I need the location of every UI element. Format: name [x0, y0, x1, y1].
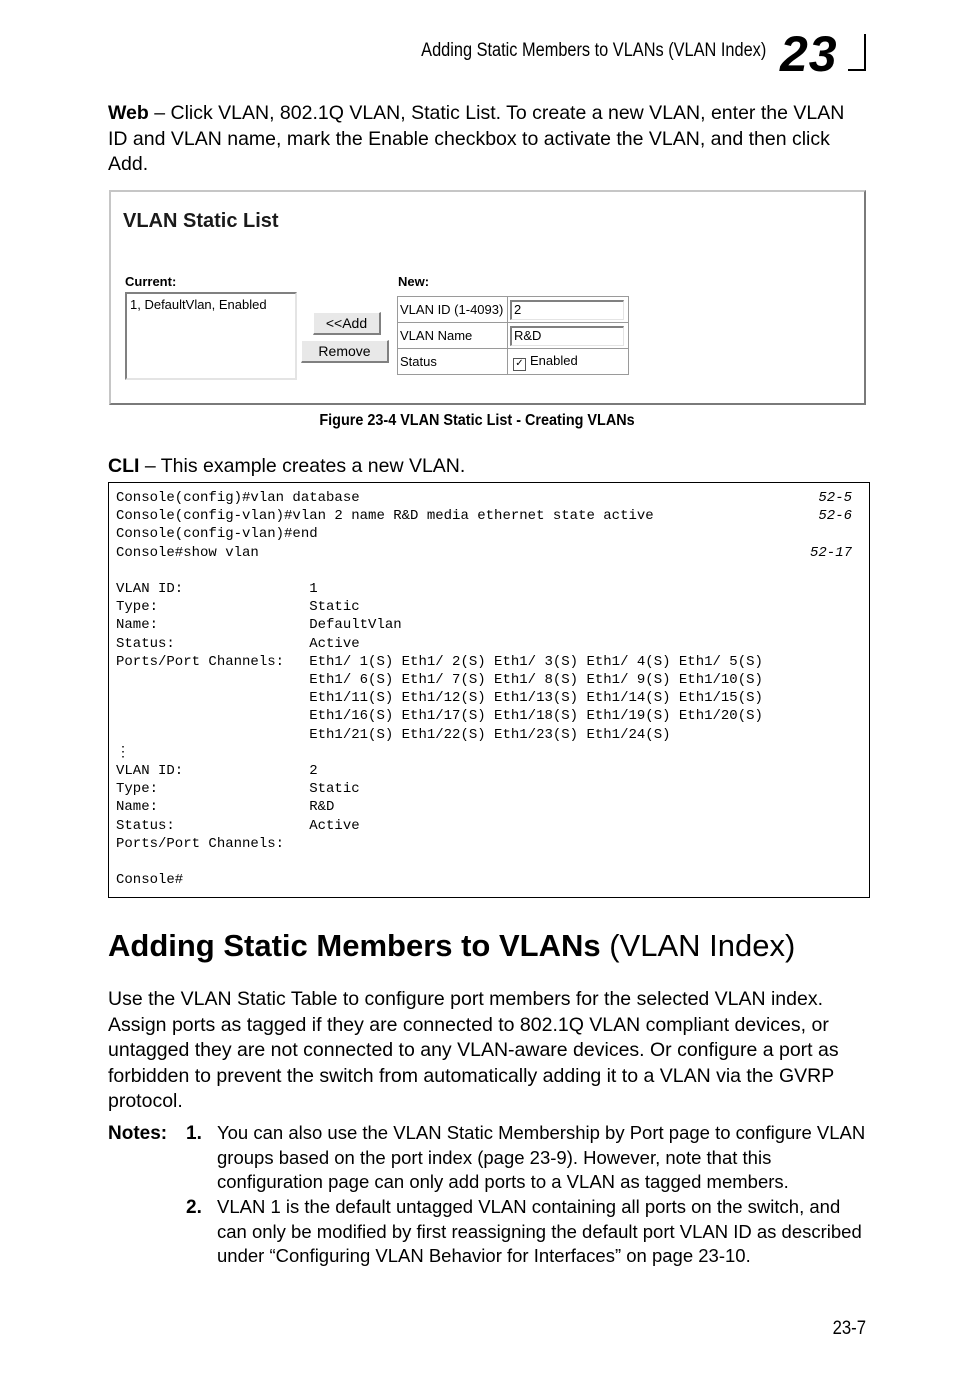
code-line: Status: Active	[116, 635, 360, 652]
code-line: Type: Static	[116, 781, 360, 798]
running-header-title: Adding Static Members to VLANs (VLAN Index)	[420, 40, 766, 61]
web-label: Web	[108, 102, 149, 124]
panel-title: VLAN Static List	[123, 210, 279, 232]
code-page-reference: 52-6	[818, 508, 852, 525]
enabled-checkbox[interactable]	[513, 358, 526, 371]
header-rule-horizontal	[848, 69, 866, 71]
current-vlan-listbox[interactable]	[125, 292, 297, 380]
code-line: VLAN ID: 1	[116, 581, 318, 597]
chapter-number: 23	[780, 26, 838, 82]
new-vlan-form	[397, 296, 629, 375]
notes-label: Notes:	[108, 1123, 168, 1144]
vlan-id-label: VLAN ID (1-4093)	[398, 297, 508, 323]
cli-label: CLI	[108, 455, 140, 477]
section-body: Use the VLAN Static Table to configure port members for the selected VLAN index. Assign ports as tagged if they are connected to 802.1Q VLAN compliant devices, or untagged they are not connected to any VLAN-aware devices. Or configure a port as forbidden to prevent the switch from automatically adding it to a VLAN via the GVRP protocol.	[108, 988, 839, 1112]
cli-code-block	[108, 482, 870, 898]
form-row-status	[398, 349, 629, 375]
code-line: Name: DefaultVlan	[116, 617, 402, 634]
code-line: Eth1/11(S) Eth1/12(S) Eth1/13(S) Eth1/14(S) Eth1/15(S)	[116, 690, 763, 707]
code-line: Ports/Port Channels:	[116, 835, 285, 852]
checkmark-icon: ✓	[515, 357, 524, 369]
list-item[interactable]: 1, DefaultVlan, Enabled	[130, 297, 267, 312]
code-page-reference: 52-17	[809, 544, 852, 561]
page-number: 23-7	[832, 1318, 866, 1339]
current-label: Current:	[125, 274, 177, 289]
code-line: Console(config-vlan)#end	[116, 526, 318, 543]
code-line: Eth1/16(S) Eth1/17(S) Eth1/18(S) Eth1/19(S) Eth1/20(S)	[116, 708, 763, 725]
section-heading-normal: (VLAN Index)	[600, 928, 796, 963]
note-text: You can also use the VLAN Static Membership by Port page to configure VLAN groups based on the port index (page 23-9). However, note that this configuration page can only add ports to a VLAN as tagged members.	[217, 1122, 866, 1192]
code-line: Type: Static	[116, 599, 360, 616]
code-line: Console(config-vlan)#vlan 2 name R&D media ethernet state active	[116, 508, 654, 525]
code-line: Console#show vlan	[116, 544, 259, 561]
note-number: 2.	[186, 1197, 202, 1218]
code-page-reference: 52-5	[818, 490, 852, 506]
code-line: Status: Active	[116, 817, 360, 834]
status-label: Status	[398, 349, 508, 375]
code-line: Console#	[116, 872, 184, 889]
section-heading-bold: Adding Static Members to VLANs	[108, 928, 601, 963]
form-row-vlan-id	[398, 297, 629, 323]
code-line: Name: R&D	[116, 799, 335, 816]
form-row-vlan-name	[398, 323, 629, 349]
code-line: Console(config)#vlan database	[116, 490, 360, 506]
vlan-id-input[interactable]: 2	[510, 300, 624, 320]
code-line: Eth1/ 6(S) Eth1/ 7(S) Eth1/ 8(S) Eth1/ 9(S) Eth1/10(S)	[116, 672, 763, 688]
vlan-name-label: VLAN Name	[398, 323, 508, 349]
cli-intro	[108, 454, 868, 480]
code-line: VLAN ID: 2	[116, 763, 318, 779]
note-number: 1.	[186, 1123, 202, 1144]
remove-button[interactable]: Remove	[301, 340, 389, 363]
section-heading	[108, 928, 795, 964]
code-line: Ports/Port Channels: Eth1/ 1(S) Eth1/ 2(S) Eth1/ 3(S) Eth1/ 4(S) Eth1/ 5(S)	[116, 653, 763, 670]
vlan-static-list-screenshot	[109, 190, 866, 405]
code-line: Eth1/21(S) Eth1/22(S) Eth1/23(S) Eth1/24(S)	[116, 726, 671, 743]
cli-intro-text: – This example creates a new VLAN.	[139, 455, 466, 477]
web-instructions	[108, 101, 868, 178]
enabled-checkbox-label: Enabled	[530, 352, 578, 368]
code-line: ⋮	[116, 744, 130, 761]
vlan-name-input[interactable]: R&D	[510, 326, 624, 346]
add-button[interactable]: <<Add	[313, 312, 381, 335]
new-label: New:	[398, 274, 430, 289]
figure-caption: Figure 23-4 VLAN Static List - Creating VLANs	[319, 412, 635, 429]
web-text: – Click VLAN, 802.1Q VLAN, Static List. To create a new VLAN, enter the VLAN ID and VLAN name, mark the Enable checkbox to activate the VLAN, and then click Add.	[108, 102, 845, 175]
note-text: VLAN 1 is the default untagged VLAN containing all ports on the switch, and can only be modified by first reassigning the default port VLAN ID as described under “Configuring VLAN Behavior for Interfaces” on page 23-10.	[217, 1196, 862, 1266]
header-rule-vertical	[864, 34, 866, 70]
